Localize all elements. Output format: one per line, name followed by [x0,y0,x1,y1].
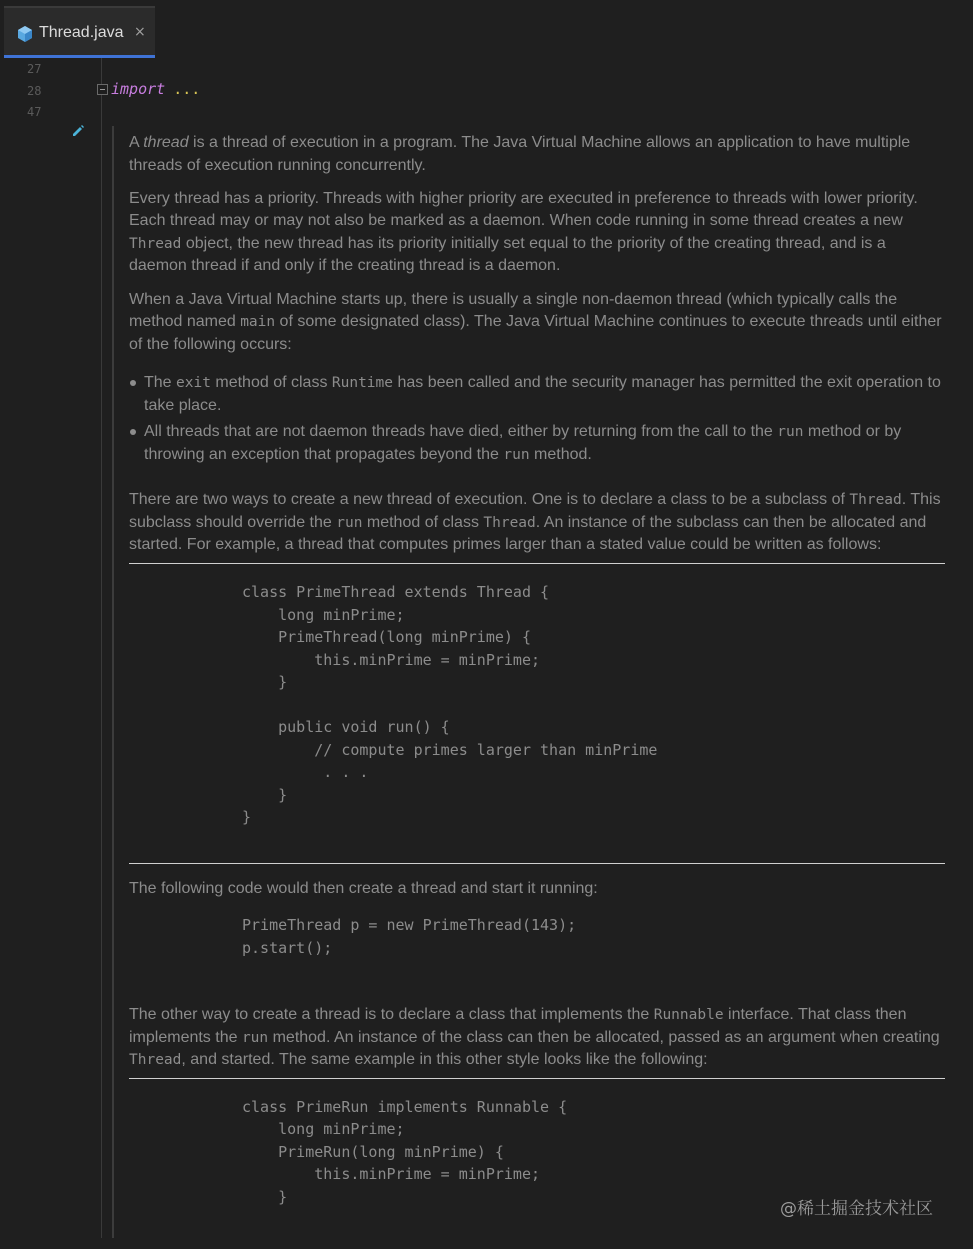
inline-code: Thread [483,514,536,531]
inline-code: run [503,446,530,463]
watermark: @稀土掘金技术社区 [780,1199,933,1219]
gutter-divider [101,58,102,1238]
line-number: 27 [27,62,42,76]
horizontal-rule [129,563,945,564]
doc-list [129,372,945,466]
inline-code: Thread [849,492,902,509]
inline-code: Thread [129,1052,182,1069]
doc-comment-bar [112,126,114,1238]
fold-toggle-icon[interactable] [97,84,108,95]
tab-close-icon[interactable]: × [134,24,146,40]
doc-paragraph: A thread is a thread of execution in a program. The Java Virtual Machine allows an application to have multiple threads of execution running concurrently. [129,134,911,174]
java-class-icon [16,25,34,43]
inline-code: run [777,424,804,441]
editor-tab-bar [0,0,973,58]
doc-emphasis: thread [143,134,189,151]
list-item: The exit method of class Runtime has been called and the security manager has permitted the exit operation to take place. [129,372,945,417]
inline-code: Runnable [653,1007,724,1024]
inline-code: run [336,514,363,531]
inline-code: Runtime [331,375,393,392]
doc-paragraph: The following code would then create a thread and start it running: [129,879,598,897]
line-number: 47 [27,105,42,119]
list-item: All threads that are not daemon threads have died, either by returning from the call to the run method or by throwing an exception that propagates beyond the run method. [129,421,945,466]
doc-paragraph: When a Java Virtual Machine starts up, there is usually a single non-daemon thread (which typically calls the method named main of some designated class). The Java Virtual Machine continues to execute threads until either of the following occurs: [129,290,942,353]
pencil-icon[interactable] [70,123,86,139]
doc-paragraph: There are two ways to create a new thread of execution. One is to declare a class to be a subclass of Thread. This subclass should override the run method of class Thread. An instance of the subclass can then be allocated and started. For example, a thread that computes primes larger than a stated value could be written as follows: [129,491,941,554]
tab-title: Thread.java [39,24,124,41]
doc-paragraph: The other way to create a thread is to declare a class that implements the Runnable interface. That class then implements the run method. An instance of the class can then be allocated, passed as an argument when creating Thread, and started. The same example in this other style looks like the following: [129,1006,940,1069]
tab-thread-java[interactable] [4,6,155,58]
import-keyword: import [111,80,166,98]
inline-code: Thread [129,235,182,252]
code-block: class PrimeRun implements Runnable { long minPrime; PrimeRun(long minPrime) { this.minPrime = minPrime; } [242,1097,568,1206]
code-block: PrimeThread p = new PrimeThread(143); p.start(); [242,916,577,957]
inline-code: run [241,1029,269,1046]
code-block: class PrimeThread extends Thread { long minPrime; PrimeThread(long minPrime) { this.minPrime = minPrime; } public void run() { // compute primes larger than minPrime . . . } } [242,583,658,826]
import-statement[interactable] [111,80,200,98]
horizontal-rule [129,1078,945,1079]
doc-paragraph: Every thread has a priority. Threads with higher priority are executed in preference to threads with lower priority. Each thread may or may not also be marked as a daemon. When code running in some thread creates a new Thread object, the new thread has its priority initially set equal to the priority of the creating thread, and is a daemon thread if and only if the creating thread is a daemon. [129,189,918,275]
line-number: 28 [27,84,42,98]
import-folded-dots[interactable]: ... [173,80,201,98]
inline-code: main [240,314,276,331]
inline-code: exit [176,375,211,392]
rendered-javadoc [129,132,945,1208]
horizontal-rule [129,863,945,864]
editor-gutter [0,58,100,1249]
